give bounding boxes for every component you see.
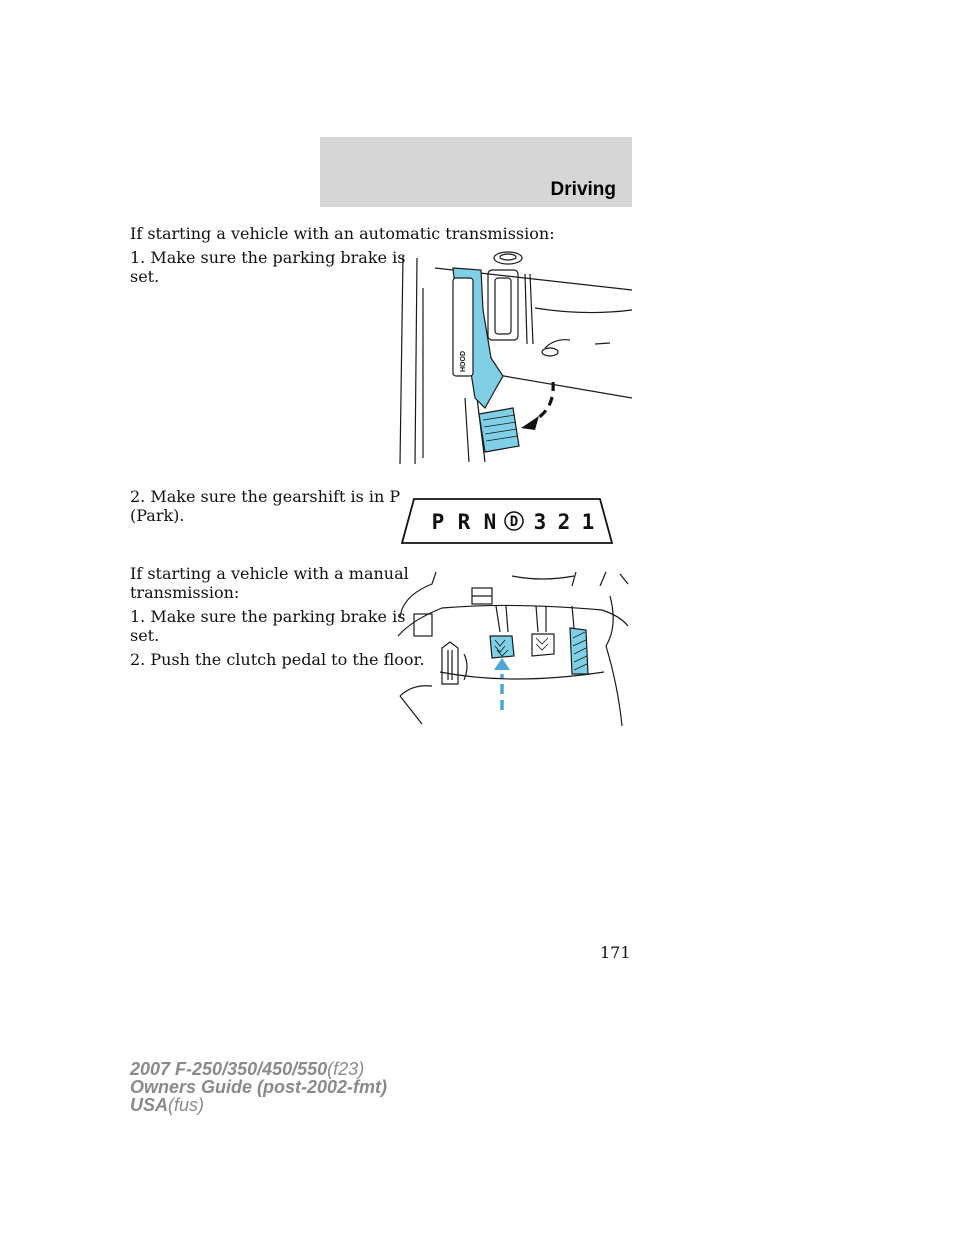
hood-release-label: HOOD bbox=[460, 351, 467, 372]
parking-brake-illustration bbox=[395, 248, 635, 468]
gear-1: 1 bbox=[581, 510, 595, 534]
automatic-step1-line1: 1. Make sure the parking brake is bbox=[130, 248, 406, 267]
clutch-pedal bbox=[490, 636, 514, 658]
automatic-step2-line2: (Park). bbox=[130, 506, 185, 525]
manual-step1-line1: 1. Make sure the parking brake is bbox=[130, 607, 406, 626]
page-number: 171 bbox=[600, 943, 631, 962]
footer-line-2: Owners Guide (post-2002-fmt) bbox=[130, 1077, 388, 1097]
brake-pedal bbox=[532, 634, 554, 656]
manual-intro-line1: If starting a vehicle with a manual bbox=[130, 564, 409, 583]
gear-p: P bbox=[431, 510, 445, 534]
brake-pedal-pad bbox=[479, 408, 519, 452]
manual-intro-line2: transmission: bbox=[130, 583, 240, 602]
footer-line-3: USA(fus) bbox=[130, 1095, 205, 1115]
manual-step2: 2. Push the clutch pedal to the floor. bbox=[130, 650, 425, 669]
automatic-step2-line1: 2. Make sure the gearshift is in P bbox=[130, 487, 401, 506]
gear-3: 3 bbox=[533, 510, 547, 534]
gear-r: R bbox=[457, 510, 471, 534]
gear-indicator bbox=[400, 495, 614, 547]
header-band bbox=[320, 137, 632, 207]
push-down-arrow bbox=[535, 382, 553, 420]
gear-2: 2 bbox=[557, 510, 571, 534]
footer bbox=[130, 1060, 387, 1114]
automatic-intro: If starting a vehicle with an automatic transmission: bbox=[130, 224, 555, 243]
clutch-pedal-illustration bbox=[392, 566, 632, 726]
gear-d: D bbox=[509, 514, 519, 530]
automatic-step1-line2: set. bbox=[130, 267, 160, 286]
footer-line-1: 2007 F-250/350/450/550(f23) bbox=[130, 1059, 365, 1079]
gear-n: N bbox=[483, 510, 497, 534]
accelerator-pedal bbox=[570, 628, 588, 674]
section-title: Driving bbox=[550, 179, 616, 200]
manual-step1-line2: set. bbox=[130, 626, 160, 645]
